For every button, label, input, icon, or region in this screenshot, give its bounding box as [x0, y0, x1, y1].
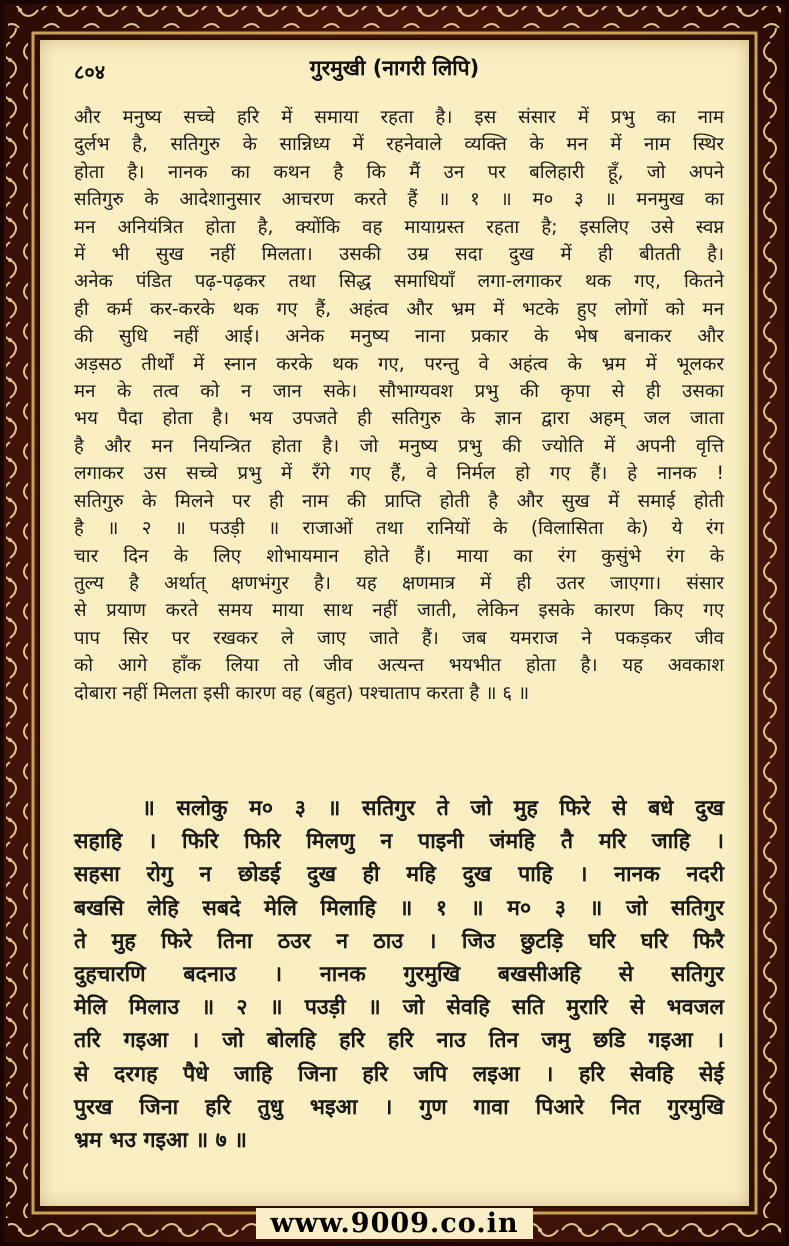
translation-line: में भी सुख नहीं मिलता। उसकी उम्र सदा दुख में ही बीतती है। [74, 244, 724, 266]
footer [0, 1208, 789, 1242]
translation-line: तुल्य है अर्थात् क्षणभंगुर है। यह क्षणमात्र में ही उतर जाएगा। संसार [74, 572, 724, 594]
gurbani-text [74, 792, 724, 1157]
scripture-line: से दरगह पैधे जाहि जिना हरि जपि लइआ । हरि सेवहि सेई [74, 1061, 724, 1087]
scripture-line: मेलि मिलाउ ॥ २ ॥ पउड़ी ॥ जो सेवहि सति मुरारि से भवजल [74, 995, 724, 1021]
translation-line: चार दिन के लिए शोभायमान होते हैं। माया का रंग कुसुंभे रंग के [74, 545, 724, 567]
scripture-line: सहाहि । फिरि फिरि मिलणु न पाइनी जंमहि तै मरि जाहि । [74, 829, 724, 855]
website-url[interactable]: www.9009.co.in [256, 1208, 532, 1239]
page-number: ८०४ [74, 60, 106, 84]
scripture-line: ते मुह फिरे तिना ठउर न ठाउ । जिउ छुटड़ि घरि घरि फिरै [74, 928, 724, 954]
scripture-line: बखसि लेहि सबदे मेलि मिलाहि ॥ १ ॥ म० ३ ॥ जो सतिगुर [74, 895, 724, 921]
translation-line: है ॥ २ ॥ पउड़ी ॥ राजाओं तथा रानियों के (विलासिता के) ये रंग [74, 518, 724, 540]
translation-line: लगाकर उस सच्चे प्रभु में रँगे गए हैं, वे निर्मल हो गए हैं। हे नानक ! [74, 463, 724, 485]
translation-line: को आगे हाँक लिया तो जीव अत्यन्त भयभीत होता है। यह अवकाश [74, 655, 724, 677]
scripture-page [38, 38, 751, 1208]
scripture-line: भ्रम भउ गइआ ॥ ७ ॥ [74, 1128, 247, 1154]
scripture-line: सहसा रोगु न छोडई दुख ही महि दुख पाहि । नानक नदरी [74, 862, 724, 888]
translation-line: ही कर्म कर-करके थक गए हैं, अहंत्व और भ्रम में भटके हुए लोगों को मन [74, 298, 724, 320]
translation-line: और मनुष्य सच्चे हरि में समाया रहता है। इस संसार में प्रभु का नाम [74, 107, 724, 128]
translation-line: अनेक पंडित पढ़-पढ़कर तथा सिद्ध समाधियाँ लगा-लगाकर थक गए, कितने [74, 271, 724, 293]
translation-line: दोबारा नहीं मिलता इसी कारण वह (बहुत) पश्चाताप करता है ॥ ६ ॥ [74, 682, 530, 704]
translation-line: पाप सिर पर रखकर ले जाए जाते हैं। जब यमराज ने पकड़कर जीव [74, 627, 724, 649]
page-header [40, 54, 749, 84]
page-title: गुरमुखी (नागरी लिपि) [309, 56, 480, 80]
translation-line: सतिगुरु के मिलने पर ही नाम की प्राप्ति होती है और सुख में समाई होती [74, 490, 724, 512]
scripture-line: तरि गइआ । जो बोलहि हरि हरि नाउ तिन जमु छडि गइआ । [74, 1028, 724, 1054]
translation-line: भय पैदा होता है। भय उपजते ही सतिगुरु के ज्ञान द्वारा अहम् जल जाता [74, 408, 724, 430]
translation-line: मन अनियंत्रित होता है, क्योंकि वह मायाग्रस्त रहता है; इसलिए उसे स्वप्न [74, 216, 724, 238]
translation-line: से प्रयाण करते समय माया साथ नहीं जाती, लेकिन इसके कारण किए गए [74, 600, 724, 622]
translation-line: अड़सठ तीर्थों में स्नान करके थक गए, परन्तु वे अहंत्व के भ्रम में भूलकर [74, 353, 724, 375]
translation-line: की सुधि नहीं आई। अनेक मनुष्य नाना प्रकार के भेष बनाकर और [74, 326, 724, 348]
translation-line: है और मन नियन्त्रित होता है। जो मनुष्य प्रभु की ज्योति में अपनी वृत्ति [74, 435, 724, 457]
translation-line: दुर्लभ है, सतिगुरु के सान्निध्य में रहनेवाले व्यक्ति के मन में नाम स्थिर [74, 134, 724, 156]
scripture-line: पुरख जिना हरि तुधु भइआ । गुण गावा पिआरे नित गुरमुखि [74, 1094, 724, 1120]
translation-line: मन के तत्व को न जान सके। सौभाग्यवश प्रभु की कृपा से ही उसका [74, 381, 724, 403]
scripture-line: ॥ सलोकु म० ३ ॥ सतिगुर ते जो मुह फिरे से बधे दुख [142, 796, 724, 821]
hindi-translation [74, 104, 724, 707]
translation-line: होता है। नानक का कथन है कि मैं उन पर बलिहारी हूँ, जो अपने [74, 161, 724, 183]
scripture-line: दुहचारणि बदनाउ । नानक गुरमुखि बखसीअहि से सतिगुर [74, 962, 724, 988]
translation-line: सतिगुरु के आदेशानुसार आचरण करते हैं ॥ १ ॥ म० ३ ॥ मनमुख का [74, 189, 724, 211]
